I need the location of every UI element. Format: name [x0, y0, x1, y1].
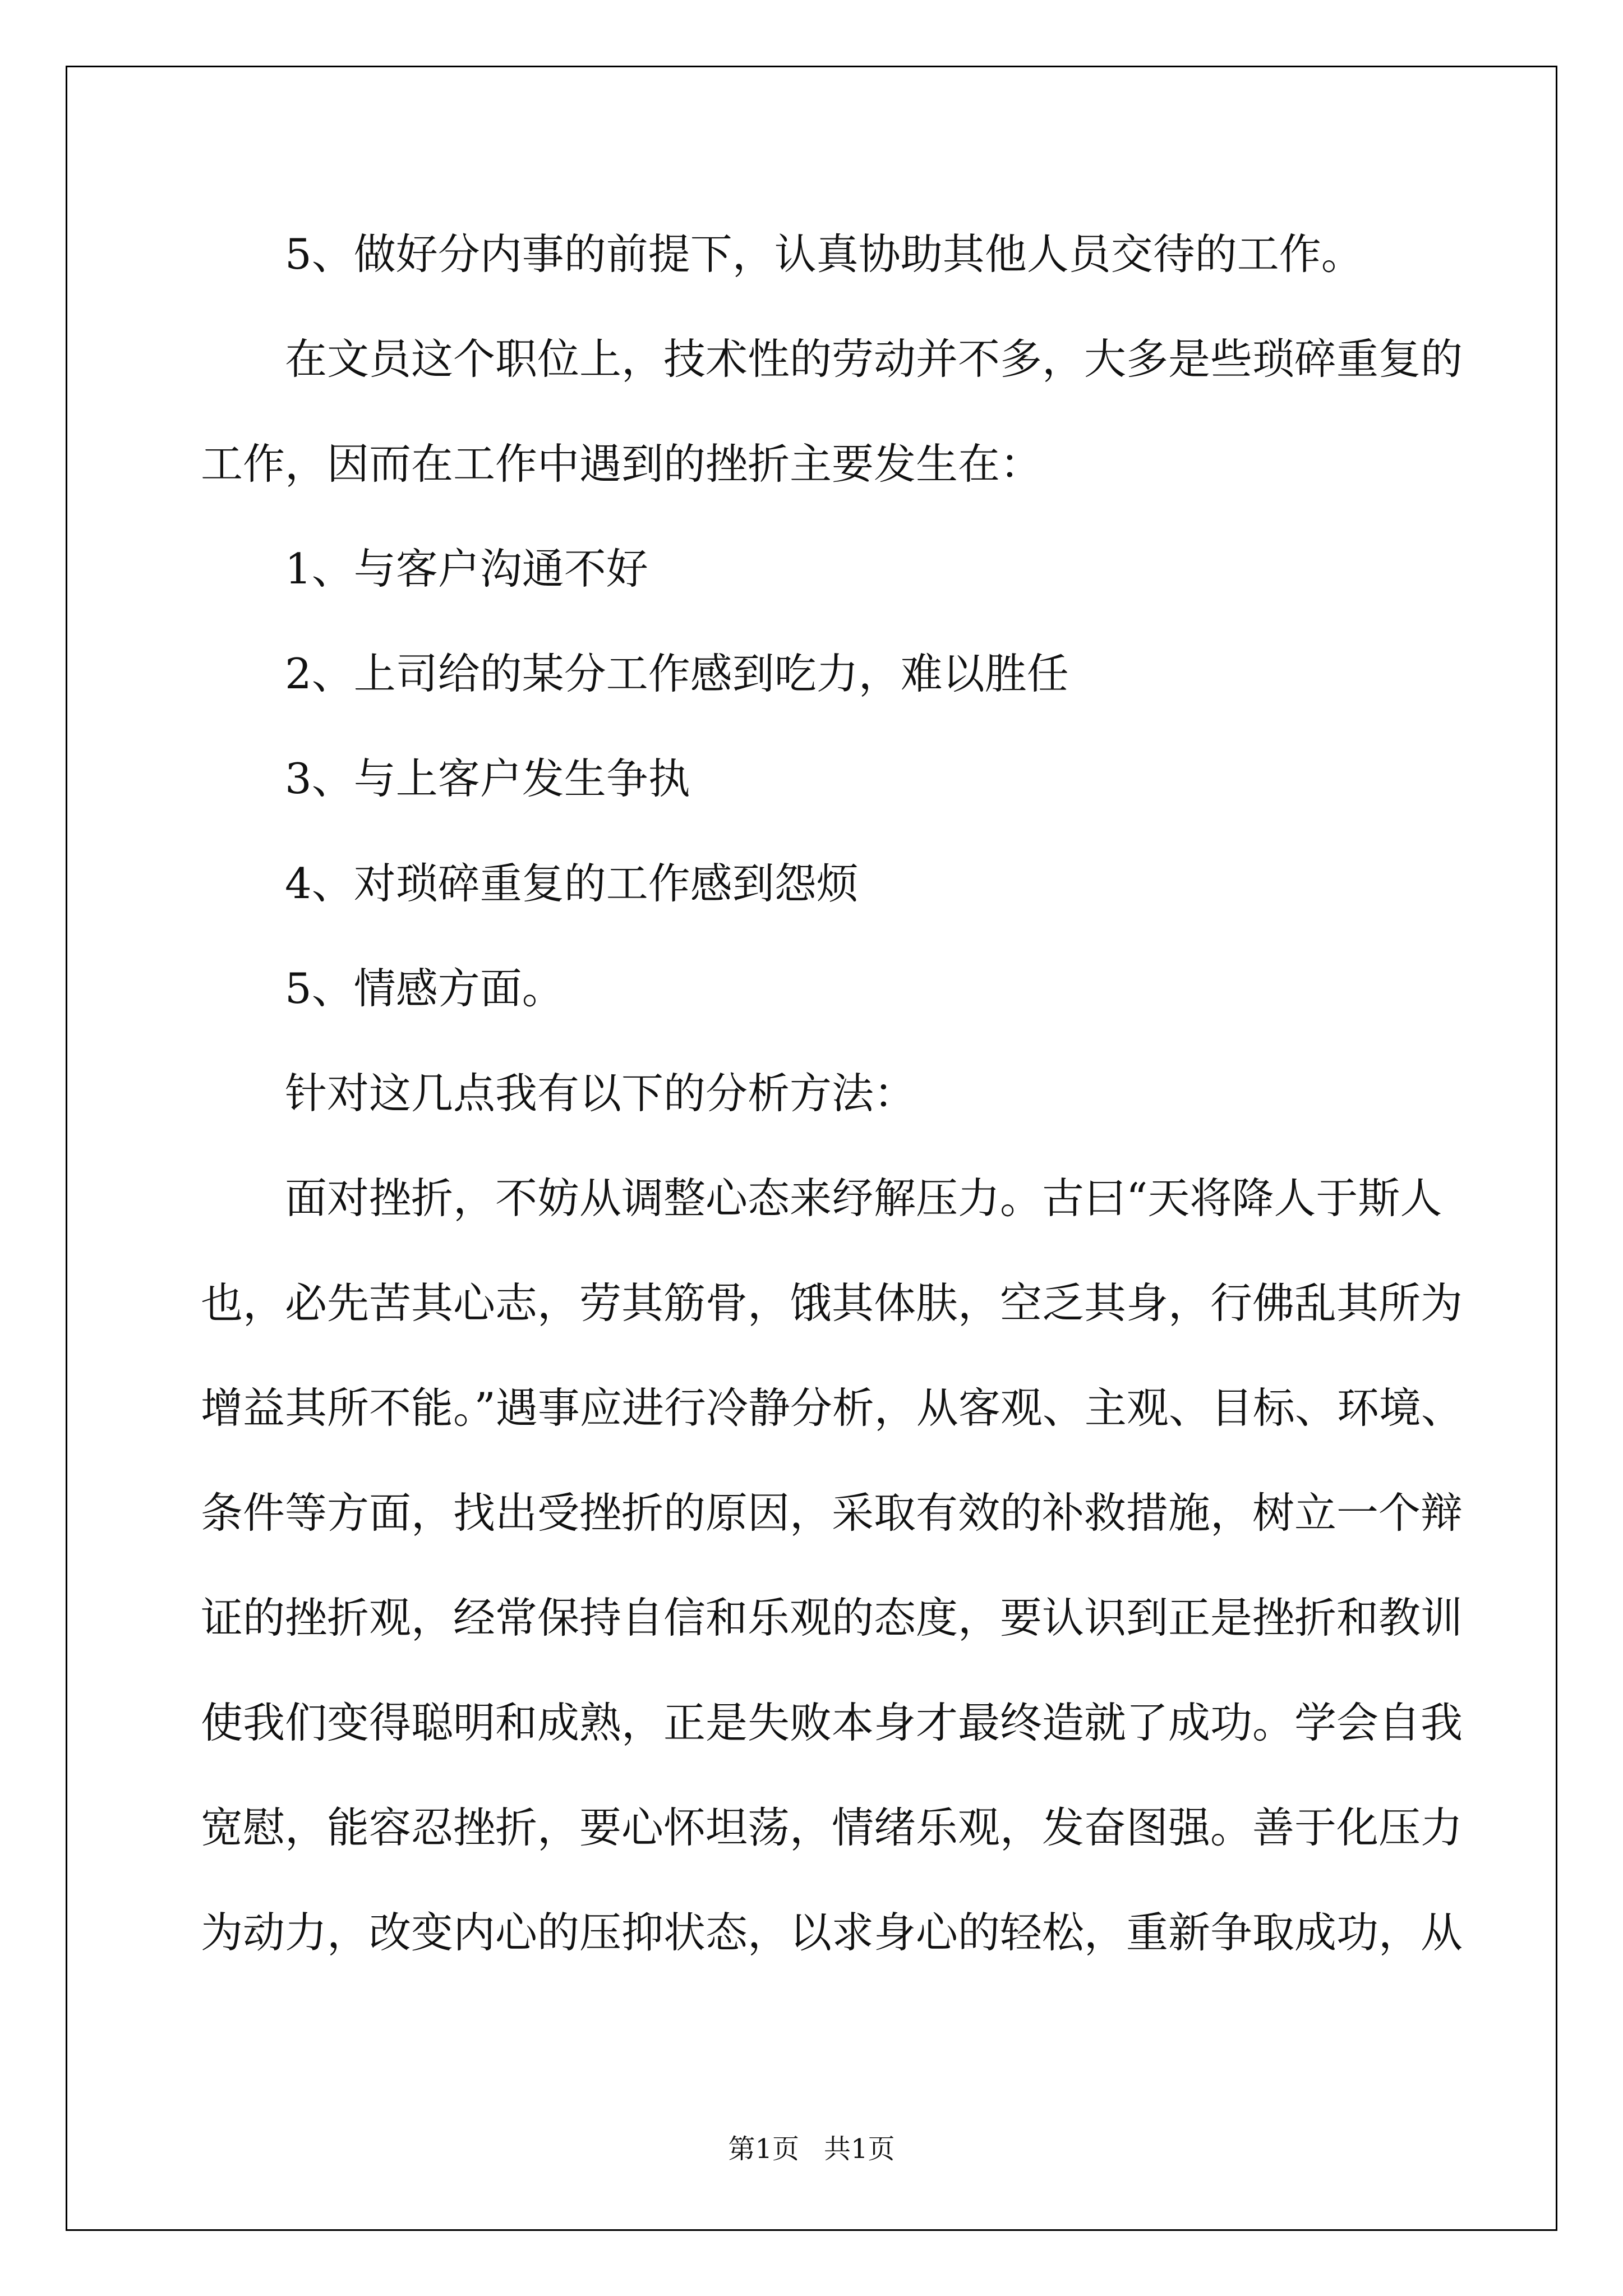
page-number: 第1页	[728, 2133, 799, 2165]
list-item: 3、与上客户发生争执	[285, 754, 690, 803]
paragraph-line: 使我们变得聪明和成熟，正是失败本身才最终造就了成功。学会自我	[201, 1698, 1463, 1747]
paragraph-line: 增益其所不能。”遇事应进行冷静分析，从客观、主观、目标、环境、	[201, 1383, 1463, 1433]
page-footer	[0, 2127, 1623, 2166]
paragraph-line: 为动力，改变内心的压抑状态，以求身心的轻松，重新争取成功，从	[201, 1908, 1463, 1957]
paragraph-line: 在文员这个职位上，技术性的劳动并不多，大多是些琐碎重复的	[285, 334, 1463, 384]
paragraph-line: 条件等方面，找出受挫折的原因，采取有效的补救措施，树立一个辩	[201, 1488, 1463, 1538]
page-total: 共1页	[824, 2133, 895, 2165]
document-body	[201, 202, 1463, 1985]
paragraph-line: 宽慰，能容忍挫折，要心怀坦荡，情绪乐观，发奋图强。善于化压力	[201, 1803, 1463, 1852]
list-item: 2、上司给的某分工作感到吃力，难以胜任	[285, 649, 1069, 698]
paragraph-line: 针对这几点我有以下的分析方法：	[285, 1069, 916, 1118]
list-item: 5、做好分内事的前提下，认真协助其他人员交待的工作。	[285, 229, 1363, 279]
paragraph-line: 面对挫折，不妨从调整心态来纾解压力。古曰“天将降人于斯人	[285, 1174, 1442, 1223]
list-item: 1、与客户沟通不好	[285, 544, 648, 593]
list-item: 4、对琐碎重复的工作感到怨烦	[285, 859, 859, 908]
paragraph-line: 也，必先苦其心志，劳其筋骨，饿其体肤，空乏其身，行佛乱其所为	[201, 1278, 1463, 1328]
paragraph-line: 工作，因而在工作中遇到的挫折主要发生在：	[201, 439, 1043, 489]
paragraph-line: 证的挫折观，经常保持自信和乐观的态度，要认识到正是挫折和教训	[201, 1593, 1463, 1642]
list-item: 5、情感方面。	[285, 964, 564, 1013]
